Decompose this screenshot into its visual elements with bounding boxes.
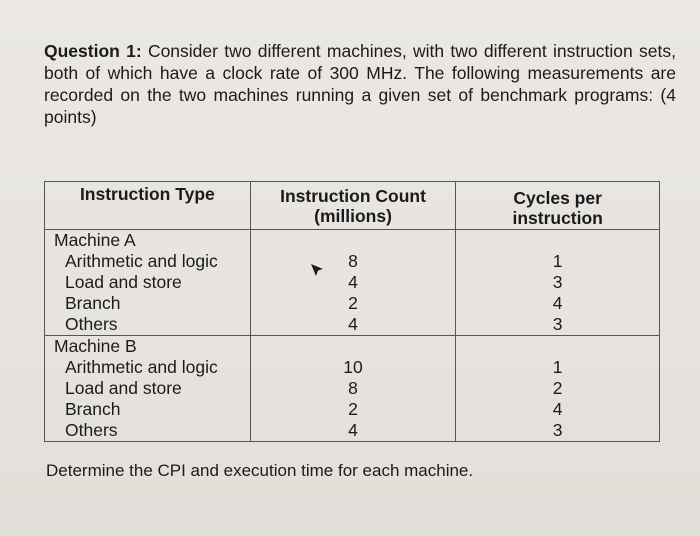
- cycles-cell: 3: [552, 314, 563, 334]
- measurements-table: [44, 181, 660, 442]
- count-cell: 4: [348, 272, 358, 292]
- machine-b-types: [45, 336, 251, 442]
- count-cell: 4: [348, 314, 358, 334]
- count-cell: 2: [348, 293, 358, 313]
- cycles-cell: 3: [552, 420, 563, 440]
- cycles-cell: 4: [552, 399, 563, 419]
- question-text: [44, 40, 676, 128]
- machine-a-counts: [250, 230, 456, 336]
- table-row: Branch: [65, 399, 121, 419]
- table-row: Branch: [65, 293, 121, 313]
- machine-a-cycles: [456, 230, 660, 336]
- count-cell: 8: [348, 251, 358, 271]
- header-cpi-line2: instruction: [512, 208, 603, 228]
- count-cell: 4: [348, 420, 358, 440]
- cycles-cell: 1: [552, 357, 563, 377]
- header-count-line1: Instruction Count: [280, 186, 426, 206]
- count-cell: 2: [348, 399, 358, 419]
- table-header-row: [45, 182, 660, 230]
- question-label: Question 1:: [44, 41, 142, 61]
- footer-prompt: Determine the CPI and execution time for each machine.: [46, 461, 474, 480]
- header-cpi-line1: Cycles per: [513, 188, 602, 208]
- question-body: Consider two different machines, with two different instruction sets, both of which have a clock rate of 300 MHz. The following measurements are recorded on the two machines running a given set of benchmark programs: (4 points): [44, 41, 676, 127]
- header-instruction-type: Instruction Type: [45, 182, 251, 230]
- header-instruction-count: [250, 182, 456, 230]
- table-row: Load and store: [65, 378, 182, 398]
- header-cycles-per-instruction: [456, 182, 660, 230]
- machine-b-section: [45, 336, 660, 442]
- table-row: Others: [65, 314, 118, 334]
- machine-a-section: [45, 230, 660, 336]
- table-row: Load and store: [65, 272, 182, 292]
- machine-a-types: [45, 230, 251, 336]
- machine-b-counts: [250, 336, 456, 442]
- cycles-cell: 1: [552, 251, 563, 271]
- table-row: Arithmetic and logic: [65, 357, 218, 377]
- cycles-cell: 2: [552, 378, 563, 398]
- cycles-cell: 4: [552, 293, 563, 313]
- count-cell: 10: [343, 357, 363, 377]
- header-count-line2: (millions): [314, 206, 392, 226]
- mouse-pointer-icon: [310, 262, 324, 278]
- machine-a-label: Machine A: [54, 230, 136, 250]
- machine-b-cycles: [456, 336, 660, 442]
- table-row: Arithmetic and logic: [65, 251, 218, 271]
- machine-b-label: Machine B: [54, 336, 137, 356]
- cycles-cell: 3: [552, 272, 563, 292]
- table-row: Others: [65, 420, 118, 440]
- count-cell: 8: [348, 378, 358, 398]
